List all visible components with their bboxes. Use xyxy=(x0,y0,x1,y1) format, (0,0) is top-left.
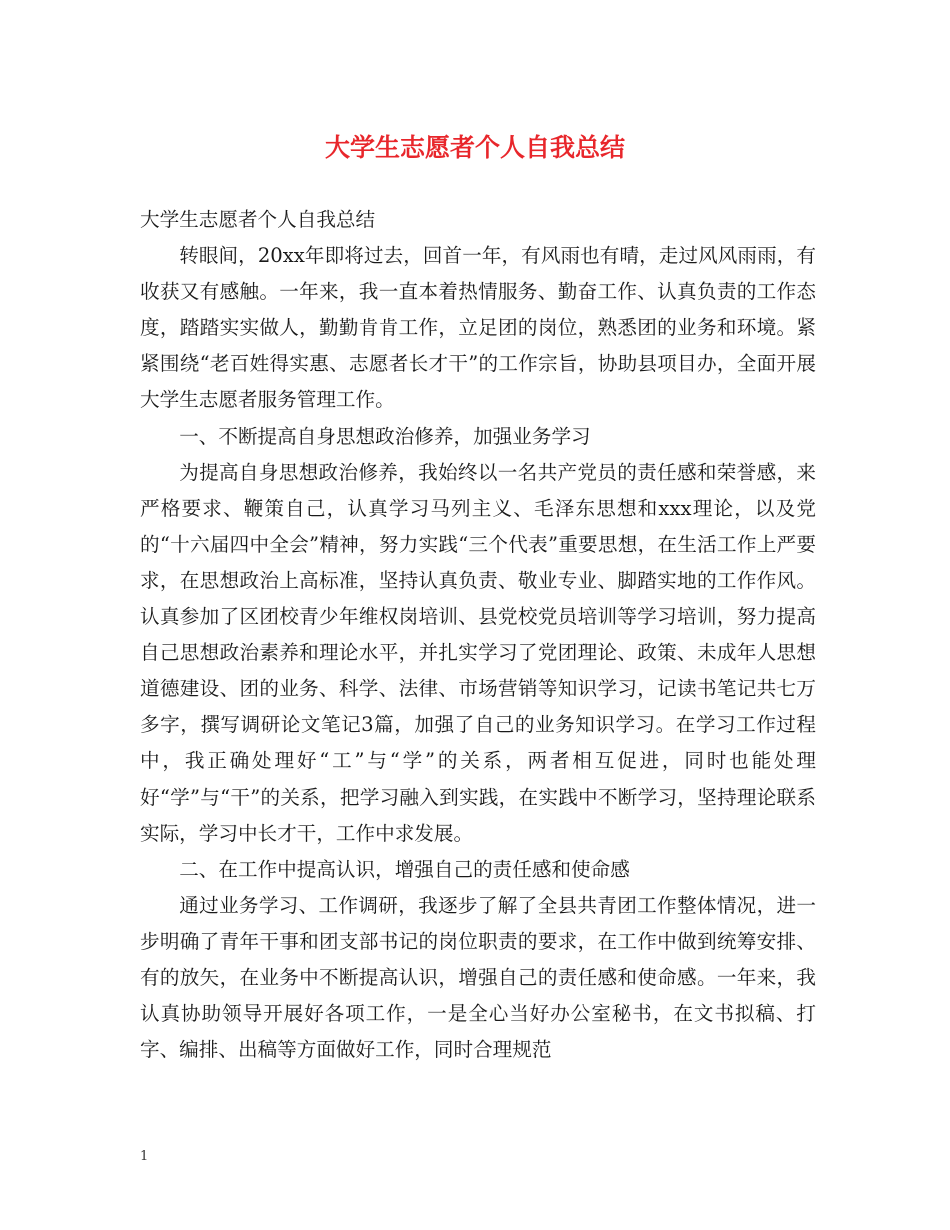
document-title: 大学生志愿者个人自我总结 xyxy=(324,133,625,162)
paragraph-intro: 转眼间，20xx年即将过去，回首一年，有风雨也有晴，走过风风雨雨，有收获又有感触。一年来，我一直本着热情服务、勤奋工作、认真负责的工作态度，踏踏实实做人，勤勤肯肯工作，立足团的岗位，熟悉团的业务和环境。紧紧围绕“老百姓得实惠、志愿者长才干”的工作宗旨，协助县项目办，全面开展大学生志愿者服务管理工作。 xyxy=(140,244,816,412)
section-heading-2: 二、在工作中提高认识，增强自己的责任感和使命感 xyxy=(179,857,630,881)
subtitle-line: 大学生志愿者个人自我总结 xyxy=(140,208,376,231)
page-number: 1 xyxy=(140,1149,149,1164)
section-heading-1: 一、不断提高自身思想政治修养，加强业务学习 xyxy=(179,424,591,448)
paragraph-section-2: 通过业务学习、工作调研，我逐步了解了全县共青团工作整体情况，进一步明确了青年干事和团支部书记的岗位职责的要求，在工作中做到统筹安排、有的放矢，在业务中不断提高认识，增强自己的责任感和使命感。一年来，我认真协助领导开展好各项工作，一是全心当好办公室秘书，在文书拟稿、打字、编排、出稿等方面做好工作，同时合理规范 xyxy=(140,893,816,1062)
paragraph-section-1: 为提高自身思想政治修养，我始终以一名共产党员的责任感和荣誉感，来严格要求、鞭策自己，认真学习马列主义、毛泽东思想和xxx理论，以及党的“十六届四中全会”精神，努力实践“三个代表”重要思想，在生活工作上严要求，在思想政治上高标准，坚持认真负责、敬业专业、脚踏实地的工作作风。认真参加了区团校青少年维权岗培训、县党校党员培训等学习培训，努力提高自己思想政治素养和理论水平，并扎实学习了党团理论、政策、未成年人思想道德建设、团的业务、科学、法律、市场营销等知识学习，记读书笔记共七万多字，撰写调研论文笔记3篇，加强了自己的业务知识学习。在学习工作过程中，我正确处理好“工”与“学”的关系，两者相互促进，同时也能处理好“学”与“干”的关系，把学习融入到实践，在实践中不断学习，坚持理论联系实际，学习中长才干，工作中求发展。 xyxy=(140,460,816,845)
document-body xyxy=(140,202,816,1068)
